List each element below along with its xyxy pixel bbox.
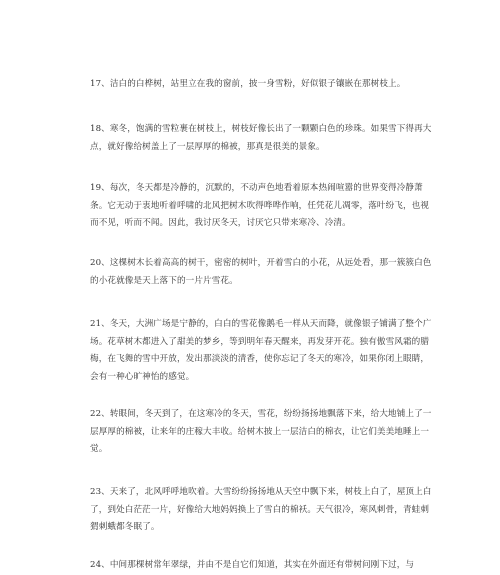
paragraph-23 bbox=[90, 484, 435, 537]
paragraph-20 bbox=[90, 255, 435, 290]
paragraph-text: 17、洁白的白桦树，站里立在我的窗前，披一身雪粉，好似银子镶嵌在那树枝上。 bbox=[90, 79, 406, 89]
paragraph-text: 23、天来了，北风呼呼地吹着。大雪纷纷扬扬地从天空中飘下来，树枝上白了，屋顶上白了，到处白茫茫一片，好像给大地妈妈换上了雪白的棉袄。天气很冷，寒风刺骨，青蛙刺猬刺蛾都冬眠了。 bbox=[90, 487, 432, 532]
paragraph-text: 18、寒冬，饱满的雪粒裹在树枝上，树枝好像长出了一颗颗白色的珍珠。如果雪下得再大点，就好像给树盖上了一层厚厚的棉被，那真是很美的景象。 bbox=[90, 124, 432, 152]
paragraph-text: 24、中间那棵树常年翠绿，并由不是自它们知道，其实在外面还有带树问刚下过，与 bbox=[90, 560, 415, 570]
paragraph-22 bbox=[90, 406, 435, 459]
paragraph-text: 22、转眼间，冬天到了，在这寒冷的冬天，雪花，纷纷扬扬地飘落下来，给大地铺上了一层厚厚的棉被，让来年的庄稼大丰收。给树木披上一层洁白的棉衣，让它们美美地睡上一觉。 bbox=[90, 409, 432, 454]
paragraph-19 bbox=[90, 180, 435, 233]
paragraph-text: 21、冬天，大洲广场是宁静的，白白的雪花像鹅毛一样从天而降，就像银子铺满了整个广场。花草树木都进入了甜美的梦乡，等到明年春天醒来，再发芽开花。独有傲雪风霜的腊梅，在飞舞的雪中开放，发出那淡淡的清香，使你忘记了冬天的寒冷，如果你闭上眼睛，会有一种心旷神怡的感觉。 bbox=[90, 319, 432, 382]
paragraph-text: 20、这棵树木长着高高的树干，密密的树叶，开着雪白的小花，从远处看，那一簇簇白色的小花就像是天上落下的一片片雪花。 bbox=[90, 258, 432, 286]
paragraph-21 bbox=[90, 316, 435, 386]
paragraph-17 bbox=[90, 76, 435, 94]
paragraph-18 bbox=[90, 121, 435, 156]
paragraph-text: 19、每次，冬天都是冷静的，沉默的，不动声色地看着原本热闹喧嚣的世界变得冷静萧条。它无动于衷地听着呼啸的北风把树木吹得哗哗作响，任凭花儿凋零，落叶纷飞，也视而不见，听而不闻。因此，我讨厌冬天，讨厌它只带来寒冷、冷清。 bbox=[90, 183, 430, 228]
